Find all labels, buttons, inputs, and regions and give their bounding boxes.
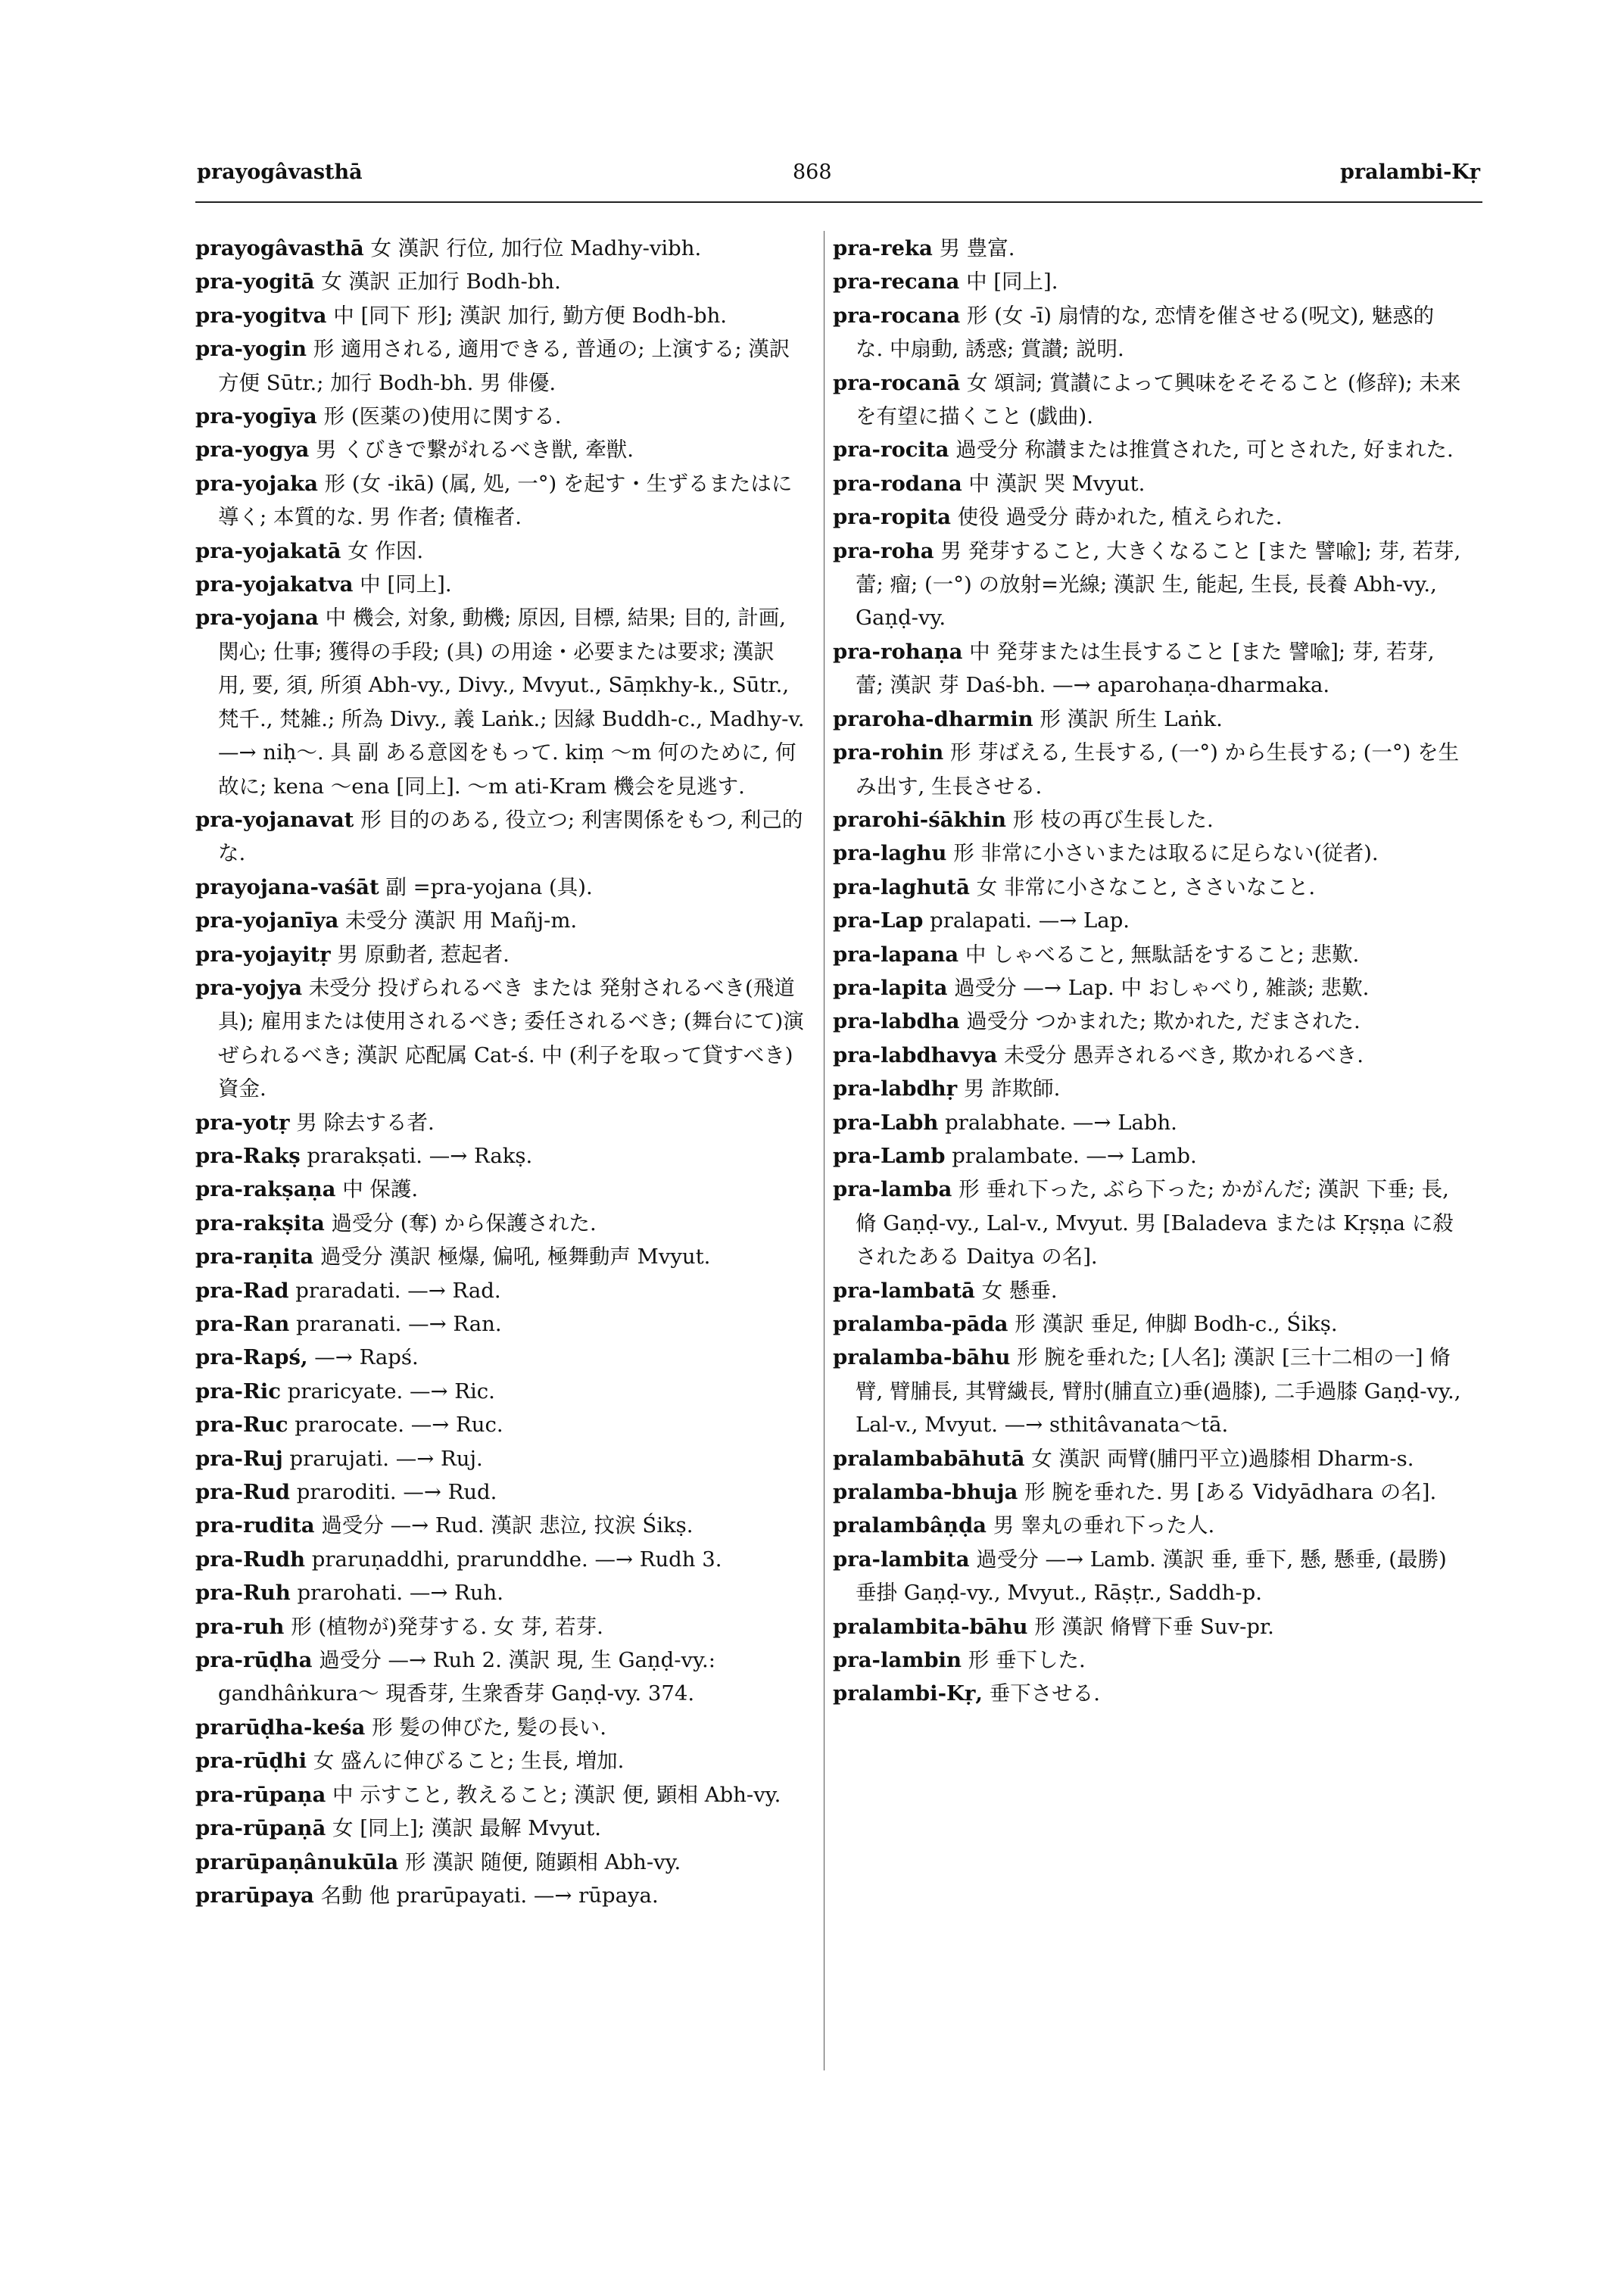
dictionary-entry (195, 332, 807, 400)
entry-definition: 男 除去する者. (296, 1110, 435, 1135)
dictionary-entry (195, 601, 807, 802)
dictionary-entry (833, 1039, 1461, 1072)
entry-definition: praradati. —→ Rad. (295, 1278, 501, 1303)
dictionary-entry (195, 871, 807, 904)
entry-headword: pralamba-bāhu (833, 1345, 1011, 1370)
dictionary-entry (195, 467, 807, 534)
dictionary-entry (833, 904, 1461, 937)
dictionary-entry (833, 1005, 1461, 1038)
entry-definition: prarocate. —→ Ruc. (295, 1413, 503, 1438)
entry-headword: pra-roha (833, 538, 934, 563)
entry-headword: pralambi-Kṛ, (833, 1681, 983, 1706)
dictionary-entry (195, 1375, 807, 1408)
page-number: 868 (793, 160, 832, 184)
entry-headword: pra-yogin (195, 337, 307, 362)
entry-definition: 形 (医薬の)使用に関する. (323, 404, 562, 429)
dictionary-entry (833, 299, 1461, 366)
entry-headword: pra-yojanavat (195, 807, 354, 832)
entry-headword: pralambabāhutā (833, 1446, 1025, 1471)
entry-definition: 名動 他 prarūpayati. —→ rūpaya. (320, 1883, 659, 1908)
dictionary-entry (833, 736, 1461, 803)
entry-definition: 過受分 称讃または推賞された, 可とされた, 好まれた. (955, 438, 1454, 463)
dictionary-entry (833, 938, 1461, 971)
entry-definition: 副 =pra-yojana (具). (385, 874, 593, 899)
dictionary-entry (195, 1509, 807, 1542)
entry-headword: pra-yojakatā (195, 538, 341, 563)
entry-definition: 女 作因. (348, 538, 424, 563)
dictionary-entry (195, 1643, 807, 1711)
entry-definition: —→ Rapś. (314, 1345, 419, 1370)
entry-definition: pralabhate. —→ Labh. (945, 1110, 1177, 1135)
dictionary-entry (833, 635, 1461, 703)
dictionary-entry (195, 1274, 807, 1307)
entry-headword: pra-Labh (833, 1110, 939, 1135)
entry-definition: praricyate. —→ Ric. (287, 1379, 495, 1404)
entry-definition: praroditi. —→ Rud. (296, 1480, 497, 1505)
left-column (195, 232, 807, 1912)
entry-headword: pra-ropita (833, 505, 951, 530)
entry-headword: pra-Rapś, (195, 1345, 308, 1370)
dictionary-entry (833, 467, 1461, 500)
dictionary-entry (195, 1106, 807, 1139)
entry-definition: 形 腕を垂れた. 男 [ある Vidyādhara の名]. (1024, 1480, 1437, 1505)
entry-headword: pra-Ric (195, 1379, 281, 1404)
entry-definition: 形 非常に小さいまたは取るに足らない(従者). (953, 841, 1379, 866)
dictionary-entry (195, 803, 807, 871)
entry-headword: pra-yotṛ (195, 1110, 290, 1135)
entry-headword: prarūpaṇânukūla (195, 1849, 399, 1874)
dictionary-entry (833, 500, 1461, 534)
entry-headword: pra-yogitā (195, 269, 315, 294)
entry-headword: pra-rocana (833, 303, 961, 328)
dictionary-entry (833, 971, 1461, 1005)
dictionary-entry (833, 1274, 1461, 1307)
entry-definition: 形 (女 -ikā) (属, 処, 一°) を起す・生ずるまたはに導く; 本質的な. 男 作者; 債権者. (218, 471, 793, 530)
entry-headword: pra-ruh (195, 1614, 285, 1639)
entry-headword: pra-yogya (195, 438, 310, 463)
dictionary-entry (195, 904, 807, 937)
entry-definition: 形 (植物が)発芽する. 女 芽, 若芽. (291, 1614, 603, 1639)
dictionary-entry (833, 433, 1461, 466)
entry-headword: pra-rūpaṇa (195, 1782, 326, 1807)
right-column (833, 232, 1461, 1711)
entry-definition: 女 非常に小さなこと, ささいなこと. (976, 874, 1316, 899)
entry-definition: 過受分 漢訳 極爆, 偏吼, 極舞動声 Mvyut. (320, 1245, 711, 1270)
entry-headword: pralamba-bhuja (833, 1480, 1018, 1505)
entry-headword: pra-yogitva (195, 303, 327, 328)
entry-definition: 形 垂下した. (968, 1648, 1086, 1673)
entry-definition: prarujati. —→ Ruj. (289, 1446, 483, 1471)
entry-headword: pra-Rud (195, 1480, 291, 1505)
dictionary-entry (195, 1442, 807, 1475)
entry-headword: prayogâvasthā (195, 236, 364, 260)
dictionary-entry (195, 971, 807, 1106)
dictionary-entry (195, 1744, 807, 1777)
entry-definition: 形 垂れ下った, ぶら下った; かがんだ; 漢訳 下垂; 長, 脩 Gaṇḍ-vy., Lal-v., Mvyut. 男 [Baladeva または Kṛṣṇa に殺されたある Daitya の名]. (856, 1177, 1454, 1270)
entry-definition: 過受分 (奪) から保護された. (331, 1210, 597, 1235)
entry-definition: 過受分 —→ Ruh 2. 漢訳 現, 生 Gaṇḍ-vy.: gandhâṅkura～ 現香芽, 生衆香芽 Gaṇḍ-vy. 374. (218, 1648, 715, 1706)
entry-definition: 女 [同上]; 漢訳 最解 Mvyut. (332, 1816, 601, 1841)
entry-headword: pra-yojayitṛ (195, 942, 331, 967)
entry-headword: pra-lambin (833, 1648, 962, 1673)
dictionary-entry (833, 1307, 1461, 1341)
dictionary-entry (833, 871, 1461, 904)
entry-definition: 中 機会, 対象, 動機; 原因, 目標, 結果; 目的, 計画, 関心; 仕事; 獲得の手段; (具) の用途・必要または要求; 漢訳 用, 要, 須, 所須 Abh-vy., Divy., Mvyut., Sāṃkhy-k., Sūtr., 梵千., 梵雑.; 所為 Divy., 義 Laṅk.; 因縁 Buddh-c., Madhy-v. —→ niḥ～. 具 副 ある意図をもって. kiṃ ～m 何のために, 何故に; kena ～ena [同上]. ～m ati-Kram 機会を見逃す. (218, 606, 805, 799)
dictionary-entry (833, 1643, 1461, 1677)
entry-definition: 形 漢訳 垂足, 伸脚 Bodh-c., Śikṣ. (1015, 1312, 1338, 1336)
entry-definition: 形 目的のある, 役立つ; 利害関係をもつ, 利己的な. (218, 807, 803, 866)
dictionary-entry (833, 232, 1461, 265)
entry-headword: pralambita-bāhu (833, 1614, 1028, 1639)
dictionary-entry (833, 1341, 1461, 1441)
dictionary-entry (195, 1240, 807, 1273)
entry-headword: pra-Rudh (195, 1547, 306, 1572)
entry-definition: 形 枝の再び生長した. (1012, 807, 1214, 832)
entry-headword: pralamba-pāda (833, 1312, 1008, 1336)
dictionary-entry (833, 1475, 1461, 1509)
entry-definition: 中 [同下 形]; 漢訳 加行, 勤方便 Bodh-bh. (333, 303, 728, 328)
entry-definition: 垂下させる. (989, 1681, 1100, 1706)
dictionary-entry (195, 400, 807, 433)
entry-definition: 使役 過受分 蒔かれた, 植えられた. (957, 505, 1283, 530)
entry-headword: pra-yojana (195, 606, 319, 631)
entry-headword: pra-rocita (833, 438, 949, 463)
dictionary-entry (195, 232, 807, 265)
entry-headword: pra-rūḍhi (195, 1749, 307, 1774)
entry-headword: pra-rodana (833, 471, 962, 496)
dictionary-entry (195, 1711, 807, 1744)
entry-headword: pra-recana (833, 269, 960, 294)
dictionary-entry (833, 1677, 1461, 1710)
entry-definition: 女 盛んに伸びること; 生長, 増加. (313, 1749, 625, 1774)
entry-headword: pra-yojanīya (195, 908, 339, 933)
entry-headword: pra-rudita (195, 1513, 315, 1538)
entry-headword: pra-Rakṣ (195, 1143, 301, 1168)
entry-definition: prarohati. —→ Ruh. (297, 1581, 503, 1606)
dictionary-entry (195, 1610, 807, 1643)
dictionary-entry (195, 1408, 807, 1441)
entry-headword: pra-rohaṇa (833, 639, 963, 664)
entry-headword: pra-labdha (833, 1009, 960, 1034)
entry-headword: pra-Lap (833, 908, 924, 933)
entry-headword: pra-yojya (195, 975, 303, 1000)
dictionary-entry (195, 1778, 807, 1812)
dictionary-entry (195, 1173, 807, 1206)
entry-headword: pra-yojaka (195, 471, 318, 496)
entry-definition: 女 頌詞; 賞讃によって興味をそそること (修辞); 未来を有望に描くこと (戯曲). (856, 370, 1461, 429)
entry-definition: 未受分 漢訳 用 Mañj-m. (345, 908, 578, 933)
entry-headword: praroha-dharmin (833, 706, 1033, 731)
dictionary-entry (833, 1543, 1461, 1610)
entry-definition: 未受分 投げられるべき または 発射されるべき(飛道具); 雇用または使用されるべき; 委任されるべき; (舞台にて)演ぜられるべき; 漢訳 応配属 Cat-ś. 中 (利子を取って貸すべき)資金. (218, 975, 804, 1101)
dictionary-entry (833, 1442, 1461, 1475)
entry-headword: pra-lambatā (833, 1278, 975, 1303)
entry-headword: prarūpaya (195, 1883, 314, 1908)
entry-headword: pra-rohin (833, 740, 944, 765)
entry-definition: 形 腕を垂れた; [人名]; 漢訳 [三十二相の一] 脩臂, 臂脯長, 其臂繊長, 臂肘(脯直立)垂(過膝), 二手過膝 Gaṇḍ-vy., Lal-v., Mvyut. —→ sthitâvanata～tā. (856, 1345, 1461, 1438)
entry-definition: 形 漢訳 所生 Laṅk. (1040, 706, 1223, 731)
entry-definition: 中 保護. (342, 1177, 419, 1202)
entry-definition: 中 漢訳 哭 Mvyut. (968, 471, 1146, 496)
entry-definition: 中 [同上]. (360, 572, 452, 597)
entry-definition: 男 睾丸の垂れ下った人. (993, 1513, 1215, 1538)
dictionary-entry (195, 568, 807, 601)
entry-definition: 形 (女 -ī) 扇情的な, 恋情を催させる(呪文), 魅惑的な. 中扇動, 誘惑; 賞讃; 説明. (856, 303, 1435, 362)
entry-headword: pra-yojakatva (195, 572, 354, 597)
entry-headword: pra-Ruj (195, 1446, 283, 1471)
entry-definition: 中 示すこと, 教えること; 漢訳 便, 顕相 Abh-vy. (332, 1782, 781, 1807)
entry-definition: pralambate. —→ Lamb. (952, 1143, 1197, 1168)
entry-headword: pra-lapana (833, 942, 959, 967)
dictionary-entry (833, 803, 1461, 837)
entry-definition: 形 芽ばえる, 生長する, (一°) から生長する; (一°) を生み出す, 生長させる. (856, 740, 1460, 799)
dictionary-entry (833, 1139, 1461, 1173)
dictionary-entry (195, 534, 807, 568)
entry-headword: pra-rūḍha (195, 1648, 313, 1673)
entry-definition: 形 髪の伸びた, 髪の長い. (372, 1715, 607, 1740)
dictionary-entry (195, 1543, 807, 1576)
entry-definition: 過受分 —→ Rud. 漢訳 悲泣, 抆涙 Śikṣ. (321, 1513, 694, 1538)
entry-definition: 女 漢訳 両臂(脯円平立)過膝相 Dharm-s. (1031, 1446, 1414, 1471)
dictionary-entry (833, 366, 1461, 434)
entry-definition: 中 発芽または生長すること [また 譬喩]; 芽, 若芽, 蕾; 漢訳 芽 Daś-bh. —→ aparohaṇa-dharmaka. (856, 639, 1435, 698)
entry-definition: 女 漢訳 行位, 加行位 Madhy-vibh. (370, 236, 702, 260)
dictionary-entry (195, 1576, 807, 1609)
entry-definition: praruṇaddhi, prarunddhe. —→ Rudh 3. (311, 1547, 722, 1572)
entry-definition: 男 詐欺師. (963, 1076, 1061, 1101)
entry-headword: pra-rūpaṇā (195, 1816, 326, 1841)
dictionary-entry (195, 1812, 807, 1845)
entry-definition: 中 [同上]. (966, 269, 1058, 294)
dictionary-entry (195, 1475, 807, 1509)
entry-headword: pra-Ruc (195, 1413, 288, 1438)
entry-headword: pra-lambita (833, 1547, 970, 1572)
entry-definition: 過受分 つかまれた; 欺かれた, だまされた. (966, 1009, 1361, 1034)
entry-headword: prarohi-śākhin (833, 807, 1007, 832)
entry-definition: prarakṣati. —→ Rakṣ. (307, 1143, 533, 1168)
entry-definition: 女 漢訳 正加行 Bodh-bh. (321, 269, 561, 294)
dictionary-entry (195, 938, 807, 971)
dictionary-entry (195, 299, 807, 332)
entry-definition: 男 発芽すること, 大きくなること [また 譬喩]; 芽, 若芽, 蕾; 瘤; (一°) の放射=光線; 漢訳 生, 能起, 生長, 長養 Abh-vy., Gaṇḍ-vy. (856, 538, 1461, 631)
entry-headword: pra-rakṣaṇa (195, 1177, 336, 1202)
dictionary-entry (833, 1509, 1461, 1542)
entry-headword: pralambâṇḍa (833, 1513, 987, 1538)
dictionary-entry (195, 1879, 807, 1912)
entry-headword: pra-Ruh (195, 1581, 291, 1606)
entry-headword: pra-Rad (195, 1278, 289, 1303)
entry-headword: pra-lapita (833, 975, 948, 1000)
dictionary-entry (833, 1173, 1461, 1273)
entry-definition: 男 くびきで繋がれるべき獣, 牽獣. (316, 438, 634, 463)
entry-definition: 形 漢訳 随便, 随顕相 Abh-vy. (404, 1849, 681, 1874)
dictionary-entry (833, 1072, 1461, 1105)
entry-headword: pra-laghu (833, 841, 947, 866)
dictionary-entry (833, 1106, 1461, 1139)
dictionary-entry (195, 1207, 807, 1240)
entry-definition: 形 適用される, 適用できる, 普通の; 上演する; 漢訳 方便 Sūtr.; 加行 Bodh-bh. 男 俳優. (218, 337, 790, 395)
entry-definition: 男 原動者, 惹起者. (337, 942, 510, 967)
entry-definition: 過受分 —→ Lamb. 漢訳 垂, 垂下, 懸, 懸垂, (最勝)垂掛 Gaṇḍ-vy., Mvyut., Rāṣṭr., Saddh-p. (856, 1547, 1447, 1606)
entry-headword: pra-yogīya (195, 404, 317, 429)
dictionary-entry (195, 265, 807, 298)
dictionary-entry (195, 1846, 807, 1879)
dictionary-entry (833, 703, 1461, 736)
entry-headword: pra-reka (833, 236, 933, 260)
dictionary-entry (195, 1341, 807, 1374)
entry-definition: 未受分 愚弄されるべき, 欺かれるべき. (1004, 1042, 1364, 1067)
header-rule (195, 201, 1482, 203)
entry-definition: 過受分 —→ Lap. 中 おしゃべり, 雑談; 悲歎. (954, 975, 1370, 1000)
dictionary-entry (833, 837, 1461, 870)
running-head-left: prayogâvasthā (197, 160, 363, 184)
dictionary-entry (195, 433, 807, 466)
entry-headword: pra-Lamb (833, 1143, 946, 1168)
dictionary-entry (833, 534, 1461, 635)
entry-definition: 形 漢訳 脩臂下垂 Suv-pr. (1034, 1614, 1274, 1639)
entry-headword: pra-rakṣita (195, 1210, 325, 1235)
dictionary-entry (195, 1139, 807, 1173)
entry-headword: pra-laghutā (833, 874, 970, 899)
entry-headword: pra-lamba (833, 1177, 952, 1202)
entry-headword: pra-raṇita (195, 1245, 314, 1270)
entry-headword: pra-Ran (195, 1312, 290, 1336)
entry-definition: pralapati. —→ Lap. (930, 908, 1130, 933)
entry-definition: 男 豊富. (939, 236, 1015, 260)
entry-headword: prarūḍha-keśa (195, 1715, 366, 1740)
dictionary-entry (833, 265, 1461, 298)
entry-definition: 女 懸垂. (981, 1278, 1058, 1303)
entry-definition: praranati. —→ Ran. (296, 1312, 502, 1336)
dictionary-entry (195, 1307, 807, 1341)
entry-headword: pra-labdhṛ (833, 1076, 958, 1101)
entry-headword: pra-labdhavya (833, 1042, 998, 1067)
entry-definition: 中 しゃべること, 無駄話をすること; 悲歎. (965, 942, 1360, 967)
entry-headword: pra-rocanā (833, 370, 961, 395)
entry-headword: prayojana-vaśāt (195, 874, 379, 899)
running-head-right: pralambi-Kṛ (1340, 160, 1480, 184)
dictionary-entry (833, 1610, 1461, 1643)
